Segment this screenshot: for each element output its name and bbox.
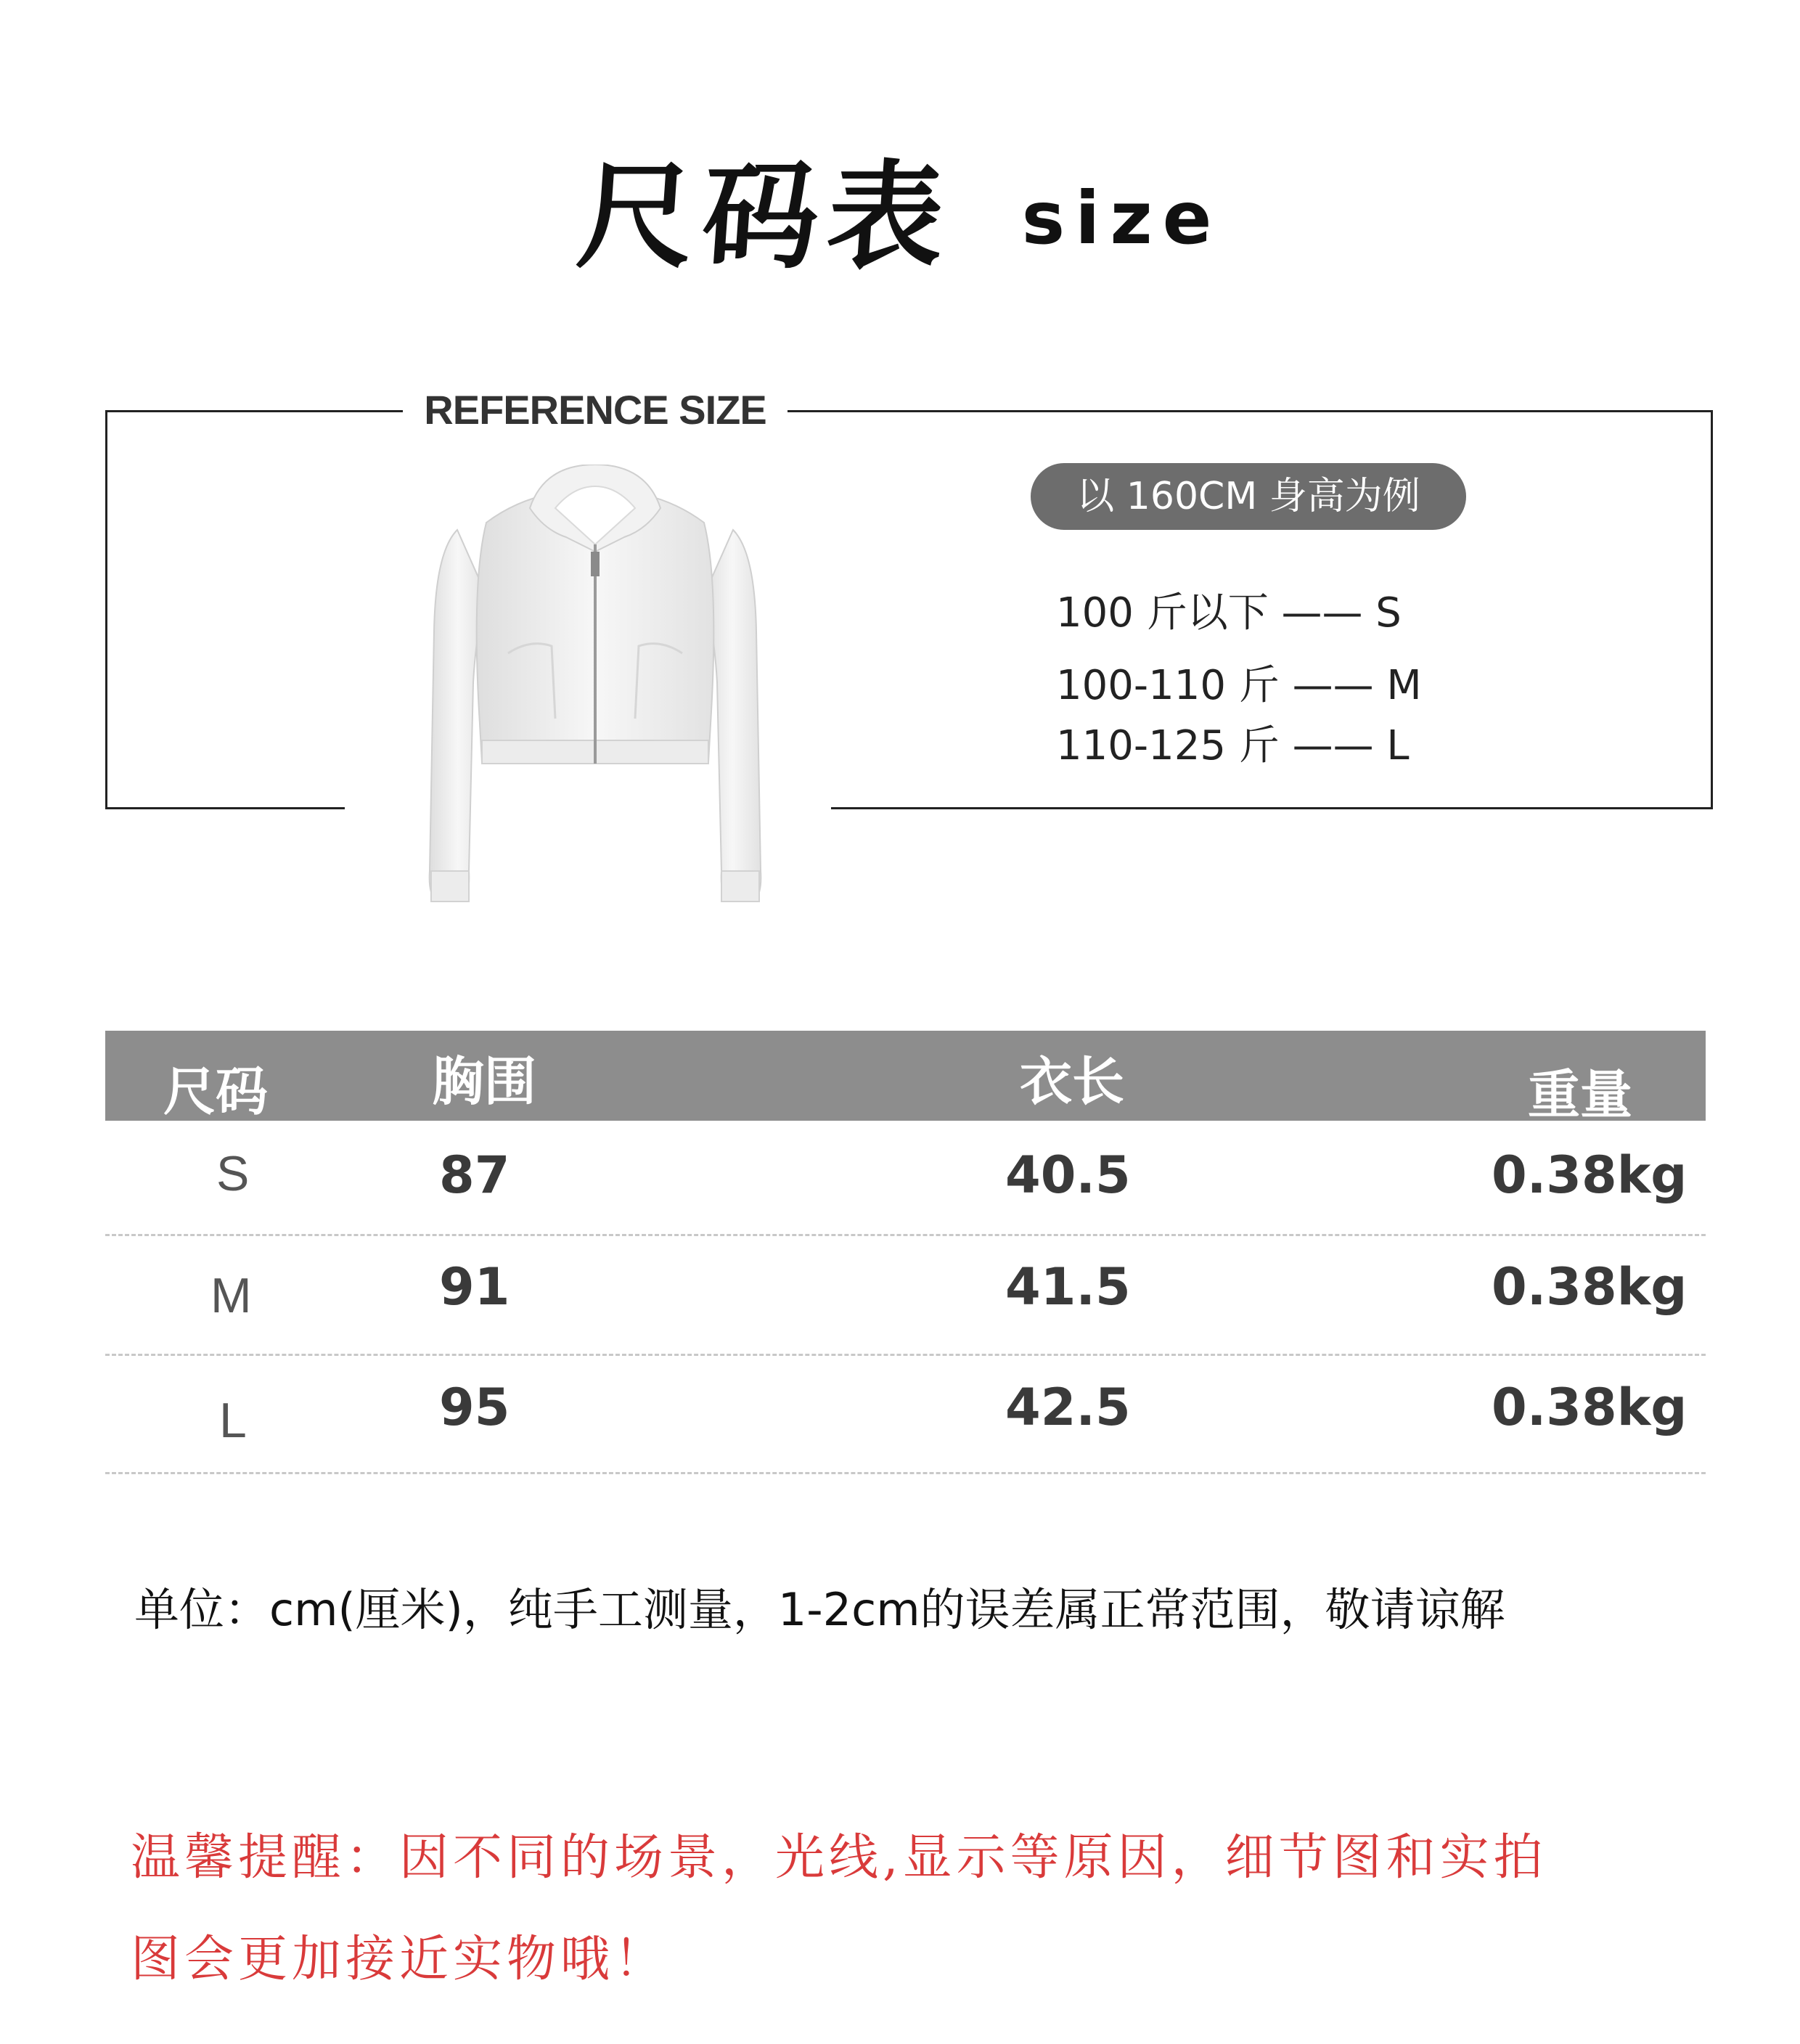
row-m-size: M: [210, 1268, 252, 1323]
header-size: 尺码: [163, 1061, 269, 1122]
header-chest: 胸围: [432, 1051, 537, 1112]
frame-top-left: [105, 410, 403, 412]
frame-bottom-left: [105, 807, 345, 809]
row-s-length: 40.5: [1005, 1145, 1131, 1205]
weight-size-line-s: 100 斤以下 —— S: [1056, 589, 1402, 637]
frame-right: [1711, 410, 1713, 809]
header-length: 衣长: [1020, 1051, 1125, 1112]
row-separator: [105, 1472, 1706, 1474]
row-l-size: L: [219, 1393, 247, 1448]
frame-left: [105, 410, 107, 809]
row-l-chest: 95: [439, 1378, 510, 1437]
reminder-line-1: 温馨提醒：因不同的场景，光线,显示等原因，细节图和实拍: [131, 1829, 1547, 1886]
size-table-header: [105, 1031, 1706, 1125]
weight-size-line-l: 110-125 斤 —— L: [1056, 722, 1410, 769]
row-separator: [105, 1234, 1706, 1236]
row-l-length: 42.5: [1005, 1378, 1131, 1437]
row-l-weight: 0.38kg: [1492, 1378, 1688, 1437]
row-separator: [105, 1354, 1706, 1356]
row-s-weight: 0.38kg: [1492, 1145, 1688, 1205]
header-weight: 重量: [1528, 1064, 1633, 1125]
row-m-weight: 0.38kg: [1492, 1257, 1688, 1317]
title-chinese: 尺码表: [573, 148, 957, 285]
row-m-chest: 91: [439, 1257, 510, 1317]
reference-size-label: REFERENCE SIZE: [406, 383, 784, 436]
hoodie-product-image: [406, 465, 784, 944]
frame-top-right: [788, 410, 1713, 412]
title-english: size: [1021, 175, 1222, 261]
reminder-line-2: 图会更加接近实物哦！: [131, 1931, 668, 1988]
height-reference-pill: 以 160CM 身高为例: [1031, 463, 1466, 530]
page-title: [0, 123, 1800, 290]
measurement-note: 单位：cm(厘米)，纯手工测量，1-2cm的误差属正常范围，敬请谅解: [134, 1583, 1505, 1636]
row-s-chest: 87: [439, 1145, 510, 1205]
frame-bottom-right: [831, 807, 1713, 809]
weight-size-line-m: 100-110 斤 —— M: [1056, 662, 1422, 709]
row-s-size: S: [216, 1146, 250, 1201]
row-m-length: 41.5: [1005, 1257, 1131, 1317]
